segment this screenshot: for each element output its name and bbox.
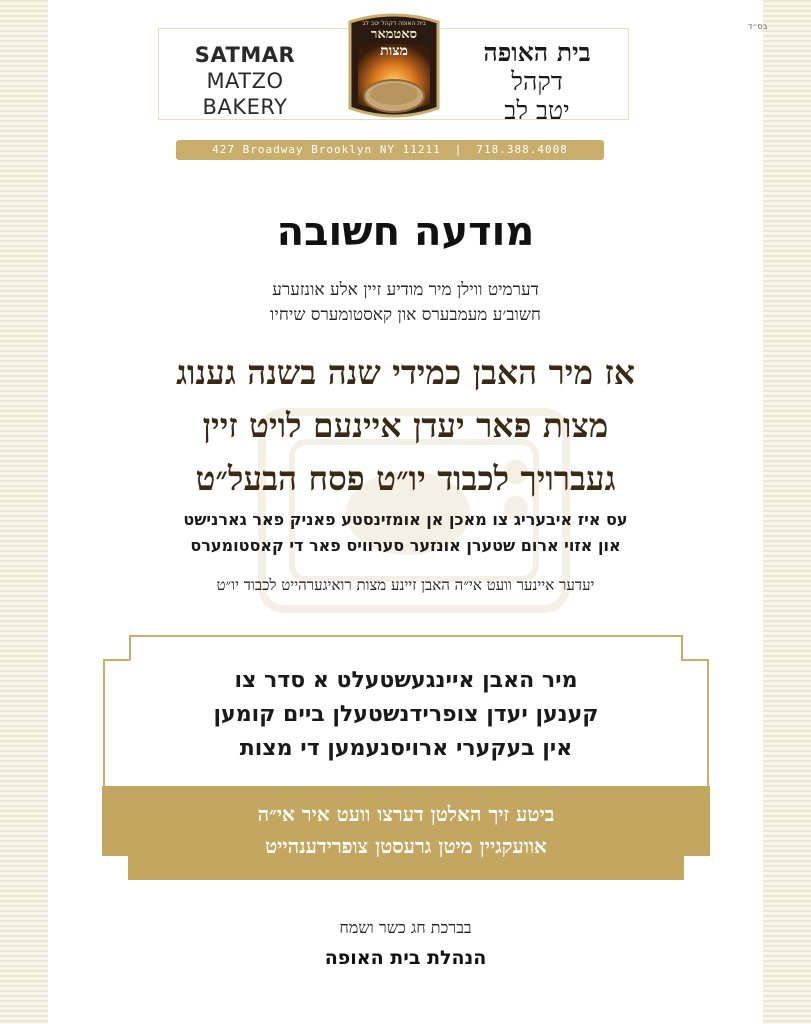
brand-en-line: SATMAR	[194, 43, 296, 67]
box-line: מיר האבן איינגעשטעלט א סדר צו	[234, 668, 578, 693]
box-line: אין בעקערי ארויסנעמען די מצות	[239, 736, 573, 761]
brand-he-line: יטב לב	[504, 96, 570, 125]
phone-text: 718.388.4008	[476, 143, 568, 156]
note-line: עס איז איבעריג צו מאכן אן אומזינסטע פאניק פאר גארנישט	[183, 510, 628, 529]
address-text: 427 Broadway Brooklyn NY 11211	[212, 143, 441, 156]
brand-en-line: MATZO	[206, 69, 284, 93]
intro-line: דערמיט ווילן מיר מודיע זיין אלע אונזערע	[272, 280, 539, 300]
logo-sub-text: מצות	[380, 43, 408, 59]
bakery-logo	[342, 8, 446, 128]
notice-intro	[60, 278, 751, 328]
address-bar	[176, 140, 604, 160]
instruction-box-gold-text	[122, 798, 690, 862]
gold-line: ביטע זיך האלטן דערצו וועט איר אי״ה	[257, 802, 555, 826]
left-border-stripe	[0, 0, 48, 1024]
headline-line: אז מיר האבן כמידי שנה בשנה גענוג	[176, 353, 635, 392]
notice-note	[60, 507, 751, 559]
brand-name-english	[190, 42, 300, 120]
instruction-box-text	[122, 664, 690, 766]
box-line: קענען יעדן צופרידנשטעלן ביים קומען	[213, 702, 599, 727]
instruction-box	[102, 634, 710, 882]
notice-headline	[60, 346, 751, 505]
notice-note-small: יעדער איינער וועט אי״ה האבן זיינע מצות רואיגערהייט לכבוד יו״ט	[216, 576, 595, 594]
logo-top-text: בית האופה דקהל יטב לב	[361, 20, 427, 27]
headline-line: געברויך לכבוד יו״ט פסח הבעל״ט	[195, 459, 616, 498]
right-border-stripe	[763, 0, 811, 1024]
intro-line: חשוב׳ע מעמבערס און קאסטומערס שיחיו	[270, 305, 541, 325]
gold-line: אוועקגיין מיטן גרעסטן צופרידענהייט	[265, 834, 547, 858]
notice-title: מודעה חשובה	[276, 209, 535, 255]
logo-main-text: סאטמאר	[370, 27, 418, 42]
closing-blessing: בברכת חג כשר ושמח	[339, 918, 472, 937]
headline-line: מצות פאר יעדן איינעם לויט זיין	[202, 406, 609, 445]
brand-name-hebrew	[462, 38, 612, 125]
closing-signature: הנהלת בית האופה	[324, 947, 487, 969]
brand-en-line: BAKERY	[202, 95, 288, 119]
address-separator: |	[454, 143, 463, 156]
corner-mark: בס״ד	[748, 22, 768, 31]
brand-he-line: דקהל	[511, 67, 563, 96]
note-line: און אזוי ארום שטערן אונזער סערוויס פאר די קאסטומערס	[190, 536, 621, 555]
brand-he-line: בית האופה	[483, 38, 591, 67]
